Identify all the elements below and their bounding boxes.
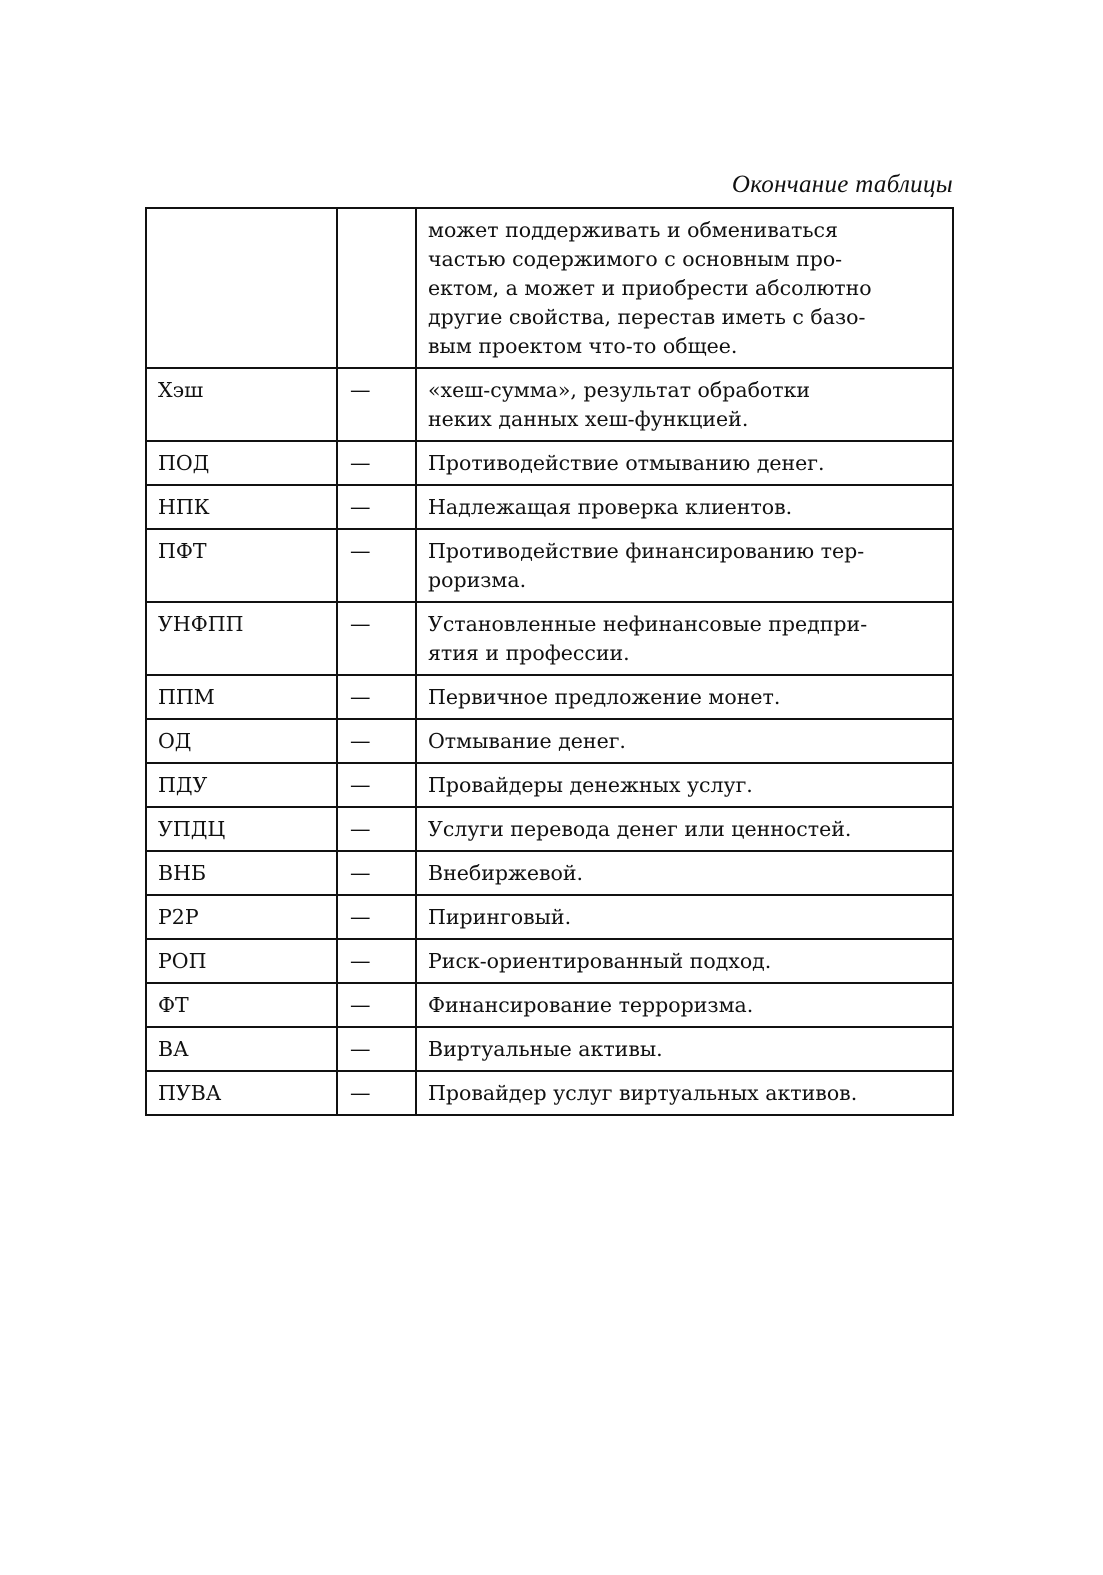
abbreviation-cell [146, 208, 337, 368]
definition-line: частью содержимого с основным про- [428, 247, 843, 271]
definition-line: Риск-ориентированный подход. [428, 949, 772, 973]
abbreviation-cell: ОД [146, 719, 337, 763]
definition-line: роризма. [428, 568, 527, 592]
definition-cell [416, 368, 953, 441]
definition-cell [416, 602, 953, 675]
abbreviation-cell: ПУВА [146, 1071, 337, 1115]
definition-cell [416, 807, 953, 851]
dash-cell: — [337, 763, 416, 807]
dash-cell: — [337, 485, 416, 529]
definition-cell [416, 851, 953, 895]
definition-cell [416, 441, 953, 485]
definition-line: неких данных хеш-функцией. [428, 407, 749, 431]
abbreviation-cell: ПОД [146, 441, 337, 485]
dash-cell [337, 208, 416, 368]
dash-cell: — [337, 368, 416, 441]
table-row [146, 807, 953, 851]
definition-cell [416, 1071, 953, 1115]
definition-line: Первичное предложение монет. [428, 685, 781, 709]
dash-cell: — [337, 719, 416, 763]
table-row [146, 983, 953, 1027]
abbreviation-cell: УНФПП [146, 602, 337, 675]
definition-cell [416, 675, 953, 719]
definition-line: Услуги перевода денег или ценностей. [428, 817, 852, 841]
table-row [146, 529, 953, 602]
definition-line: Надлежащая проверка клиентов. [428, 495, 793, 519]
abbreviation-cell: ПДУ [146, 763, 337, 807]
table-row [146, 602, 953, 675]
dash-cell: — [337, 1071, 416, 1115]
table-continuation-caption: Окончание таблицы [731, 171, 953, 198]
definition-line: Противодействие отмыванию денег. [428, 451, 825, 475]
table-row [146, 208, 953, 368]
dash-cell: — [337, 939, 416, 983]
table-row [146, 939, 953, 983]
abbreviation-cell: ВНБ [146, 851, 337, 895]
definition-line: может поддерживать и обмениваться [428, 218, 838, 242]
abbreviation-cell: ППМ [146, 675, 337, 719]
definition-cell [416, 763, 953, 807]
abbreviations-table [145, 207, 954, 1116]
table-row [146, 1071, 953, 1115]
definition-line: вым проектом что-то общее. [428, 334, 738, 358]
definition-cell [416, 208, 953, 368]
definition-cell [416, 1027, 953, 1071]
definition-line: Провайдер услуг виртуальных активов. [428, 1081, 858, 1105]
table-row [146, 675, 953, 719]
abbreviation-cell: РОП [146, 939, 337, 983]
definition-cell [416, 983, 953, 1027]
dash-cell: — [337, 529, 416, 602]
table-row [146, 719, 953, 763]
definition-line: другие свойства, перестав иметь с базо- [428, 305, 866, 329]
definition-line: ектом, а может и приобрести абсолютно [428, 276, 872, 300]
table-row [146, 851, 953, 895]
dash-cell: — [337, 983, 416, 1027]
abbreviation-cell: ВА [146, 1027, 337, 1071]
definition-line: Пиринговый. [428, 905, 572, 929]
definition-line: ятия и профессии. [428, 641, 630, 665]
abbreviation-cell: НПК [146, 485, 337, 529]
definition-cell [416, 529, 953, 602]
table-row [146, 485, 953, 529]
abbreviation-cell: ПФТ [146, 529, 337, 602]
dash-cell: — [337, 807, 416, 851]
abbreviation-cell: Хэш [146, 368, 337, 441]
dash-cell: — [337, 675, 416, 719]
definition-line: Установленные нефинансовые предпри- [428, 612, 868, 636]
table-row [146, 441, 953, 485]
dash-cell: — [337, 851, 416, 895]
abbreviation-cell: УПДЦ [146, 807, 337, 851]
dash-cell: — [337, 1027, 416, 1071]
table-row [146, 368, 953, 441]
definition-cell [416, 939, 953, 983]
dash-cell: — [337, 895, 416, 939]
abbreviation-cell: ФТ [146, 983, 337, 1027]
dash-cell: — [337, 602, 416, 675]
table-row [146, 763, 953, 807]
definition-cell [416, 895, 953, 939]
definition-line: Отмывание денег. [428, 729, 626, 753]
definition-line: Внебиржевой. [428, 861, 584, 885]
table-row [146, 1027, 953, 1071]
dash-cell: — [337, 441, 416, 485]
abbreviation-cell: P2P [146, 895, 337, 939]
table-row [146, 895, 953, 939]
definition-line: Противодействие финансированию тер- [428, 539, 865, 563]
abbreviations-table-body [146, 208, 953, 1115]
definition-line: Финансирование терроризма. [428, 993, 754, 1017]
definition-line: «хеш-сумма», результат обработки [428, 378, 811, 402]
definition-line: Виртуальные активы. [428, 1037, 663, 1061]
definition-line: Провайдеры денежных услуг. [428, 773, 753, 797]
definition-cell [416, 485, 953, 529]
definition-cell [416, 719, 953, 763]
